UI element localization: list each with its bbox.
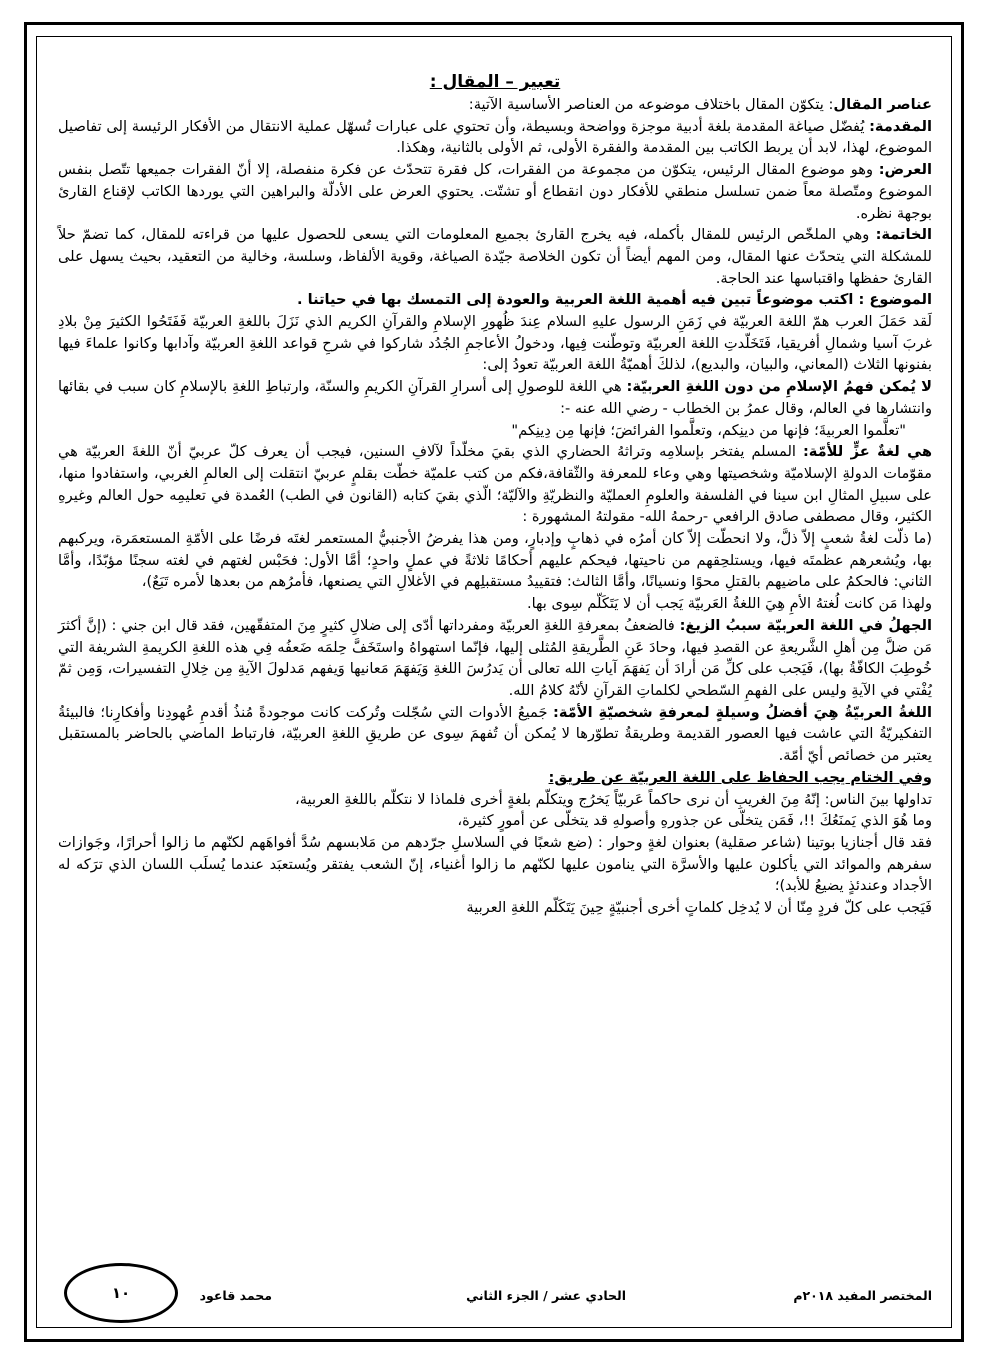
body-label: العرض: <box>878 161 932 179</box>
section-islam-paragraph <box>58 376 932 419</box>
section-islam-quote: "تعلَّموا العربيةَ؛ فإنها من دينِكم، وتعلَّموا الفرائضَ؛ فإنها مِن دِينِكم" <box>511 421 906 439</box>
page-title: تعبير – المقال : <box>429 72 561 92</box>
topic-text: اكتب موضوعاً تبين فيه أهمية اللغة العربية والعودة إلى التمسك بها في حياتنا . <box>297 291 859 309</box>
footer-author: محمد قاعود <box>199 1288 272 1303</box>
topic-label: الموضوع : <box>858 291 932 309</box>
section-islam-text: هي اللغة للوصولِ إلى أسرارِ القرآنِ الكريمِ والسنّة، وارتباطِ اللغةِ بالإسلامِ كان سبب في بقائها وانتشارها في العالم، وقال عمرُ بن الخطاب - رضي الله عنه -: <box>58 378 932 417</box>
conclusion-label: الخاتمة: <box>875 226 932 244</box>
section-ignorance-text: فالضعفُ بمعرفةِ اللغةِ العربيّة ومفرداتها أدّى إلى ضلالِ كثيرٍ مِنَ المتفقّهين، فقد قال ابن جني : (إنَّ أكثرَ مَن ضلَّ مِن أهلِ الشَّريعةِ عن القصدِ فيها، وحادَ عَنِ الطَّريقةِ المُثلى إليها، فإنّما استهواهُ واستَخَفَّ حِلمَه ضَعفُه فِي هذه اللغةِ الكريمةِ الشريفة التي خُوطِبَ الكافّةُ بها)، فَيَجب على كلِّ مَن أرادَ أن يَفهَمَ آياتِ الله تعالى أن يَدرُسَ اللغةِ وَيَفهَمَ مَعانيها وَيفهم مَدلولَ الآيةِ مِن خِلالِ التفسيرات، وَمِن ثمّ يُفْتي في الآيةِ وليس على الفهمِ السّطحي لكلماتِ القرآنِ لأنّهُ كلامُ الله. <box>58 616 932 699</box>
section-pride-closing: ولهذا مَن كانت لُغتهُ الأمِ هِيَ اللغةُ العَربيّة يَجب أن لا يَتَكَلّم سِوى بها. <box>526 595 932 613</box>
section-identity-label: اللغةُ العربيّةُ هِيَ أفضلُ وسيلةٍ لمعرفةِ شخصيّةِ الأمّة: <box>553 703 932 721</box>
intro-text: يُفضّل صياغة المقدمة بلغة أدبية موجزة وواضحة وبسيطة، وأن تحتوي على عبارات تُسهّل عملية الانتقال من الأفكار الرئيسة إلى تفاصيل الموضوع، لهذا، لابد أن يربط الكاتب بين المقدمة والفقرة الأولى، ثم الأولى بالثانية، وهكذا. <box>58 117 932 157</box>
ending-line: فقد قال أجنازيا بوتينا (شاعر صقلية) بعنوان لغةٍ وحوار : (ضع شعبًا في السلاسلِ جرّدهم من مَلابسهم سُدَّ أفواهَهم لكنّهم ما زالوا أحرارًا، وجَوازات سفرهم والموائد التي يأكلون عليها والأسرَّة التي ينامون عليها لكنّهم ما زالوا أغنياء، إنّ الشعب يفتقر ويُستعبَد عندما يُسلَب اللسان الذي ترَكه له الأجداد وعندئذٍ يضيعُ للأبد)؛ <box>58 833 932 895</box>
section-pride-label: هي لغةٌ عزٍّ للأمّة: <box>802 443 933 461</box>
section-pride-quote: (ما ذلّت لغةُ شعبٍ إلاّ ذلَّ، ولا انحطّت إلاّ كان أمرُه في ذهابٍ وإدبارٍ، ومن هذا يفرضُ الأجنبيُّ المستعمر لغتَه فرضًا على الأمّةِ المستعمَرة، ويركبهم بها، ويُشعرهم عظمتَه فيها، ويستلحِقهم من ناحيتها، فيحكم عليهم أحكامًا ثلاثةً في عملٍ واحدٍ؛ أمَّا الأول: فحَبْس لغتهم في لغته سجنًا مؤبّدًا، وأمَّا الثاني: فالحكمُ على ماضيهم بالقتلِ محوًا ونسيانًا، وأمَّا الثالث: فتقييدُ مستقبلِهم في الأغلالِ التي يصنعها، فأمرُهم من بعدها لأمره تَبَعٌ)، <box>58 530 932 591</box>
section-pride-text: المسلم يفتخر بإسلامِه وتراثهُ الحضاري الذي بقيَ مخلّداً لآلافِ السنين، فيجب أن يعرف كلّ عربيّ أنّ اللغةَ العربيّة هي مقوّمات الدولةِ الإسلاميّة وشخصيتها وهي وعاء للمعرفة والثّقافة،فكم من كتب علميّة خطّت بقلمٍ عربيّ انتقلت إلى العالمِ الغربي، واستفادوا منها، على سبيلِ المثالِ ابن سينا في الفلسفة والعلومِ العمليّة والنظريّةِ والآليّة؛ الّذي بقيَ كتابه (القانون في الطب) العُمدة في تعليمِه حول العالم وغيرهِ الكثير، وقال مصطفى صادق الرافعي -رحمهُ الله- مقولتهُ المشهورة : <box>58 443 932 526</box>
elements-paragraph <box>58 94 932 116</box>
document-body <box>58 70 932 919</box>
section-islam-label: لا يُمكن فهمُ الإسلامِ من دون اللغةِ العربيّة: <box>626 378 932 396</box>
intro-paragraph <box>58 116 932 159</box>
section-identity-paragraph <box>58 702 932 767</box>
ending-line: تداولها بينَ الناس: إنّهُ مِنَ الغريبِ أن نرى حاكماً عَربيّاً يَخرُج ويتكلّم بلغةٍ أخرى فلماذا لا نتكلّم باللغةِ العربية، <box>295 790 932 808</box>
ending-line: وما هُوَ الذي يَمنَعُكَ !!، فَمَن يتخلّى عن جذورهِ وأصولهِ قد يتخلّى عن أمورٍ كثيرة، <box>457 812 932 830</box>
conclusion-text: وهي الملخّص الرئيس للمقال بأكمله، فيه يخرج القارئ بجميع المعلومات التي يسعى للحصول عليها من قراءته للمقال، كما تضمّ حلاً للمشكلة التي يتحدّث عنها المقال، ومن المهم أيضاً أن تكون الخلاصة جيّدة الصياغة، وقوية الألفاظ، وسلسة، وخالية من التعقيد، بحيث يسهل على القارئ حفظها واقتباسها عند الحاجة. <box>58 226 932 287</box>
footer-book-title: المختصر المفيد ٢٠١٨م <box>793 1288 932 1303</box>
section-pride-paragraph <box>58 441 932 528</box>
elements-label: عناصر المقال <box>833 96 932 113</box>
section-ignorance-label: الجهلُ في اللغة العربيّة سببُ الزيغ: <box>679 616 932 634</box>
ending-title: وفي الختام يجب الحفاظ على اللغة العربيّة عن طريق: <box>548 768 932 786</box>
body-paragraph <box>58 159 932 224</box>
topic-paragraph <box>58 289 932 311</box>
intro-label: المقدمة: <box>869 117 932 135</box>
section-ignorance-paragraph <box>58 615 932 702</box>
page-number: ١٠ <box>64 1263 178 1323</box>
elements-text: : يتكوّن المقال باختلاف موضوعه من العناصر الأساسية الآتية: <box>468 96 834 113</box>
section-identity-text: جَميعُ الأدوات التي سُجّلت وتُركت كانت موجودةً مُنذُ أقدمِ عُهودِنا وأفكارِنا؛ فالبيئةُ التفكيريّةُ التي عاشت فيها العصور القديمة وطريقةُ تطوّرها لا يُمكن أن تُفهمَ سِوى عن طريقِ اللغةِ العربيّة، فارتباط الماضي بالحاضر بالمستقبل يعتبر من خصائص أيّ أمّة. <box>58 703 932 765</box>
intro-essay-paragraph: لَقد حَمَلَ العرب همّ اللغة العربيّة في زَمَنِ الرسول عليهِ السلام عِندَ ظُهورِ الإسلامِ والقرآنِ الكريم الذي نَزَلَ باللغةِ العربيّة فَفَتَحُوا الكثيرَ مِنْ بلادِ غربَ آسيا وشمالِ أفريقيا، فَتَخَلّدتِ اللغة العربيّة وتوطّنت فِيها، ودخولُ الأعاجمِ الجُدُد شاركوا في شرحِ قواعد اللغةِ العربيّة وآدابها وكانوا علماءَ فيها بفنونها الثلاث (المعاني، والبيان، والبديع)، لذلكَ أهميّةُ اللغة العربيّة تعودُ إلى: <box>58 313 932 374</box>
footer-grade: الحادي عشر / الجزء الثاني <box>466 1288 626 1303</box>
conclusion-paragraph <box>58 224 932 289</box>
page-footer <box>58 1284 932 1308</box>
ending-line: فَيَجب على كلّ فردٍ مِنّا أن لا يُدخِل كلماتٍ أخرى أجنبيّةٍ حِينَ يَتَكَلّم اللغةِ العربية <box>466 899 932 917</box>
body-text: وهو موضوع المقال الرئيس، يتكوّن من مجموعة من الفقرات، كل فقرة تتحدّث عن فكرة منفصلة، إلا أنّ الفقرات جميعها تتّصل بنفس الموضوع ومتّصلة معاً ضمن تسلسل منطقي للأفكار دون انقطاع أو تشتّت. يحتوي العرض على الأدلّة والبراهين التي يوردها الكاتب لإقناع القارئ بوجهة نظره. <box>58 161 932 222</box>
